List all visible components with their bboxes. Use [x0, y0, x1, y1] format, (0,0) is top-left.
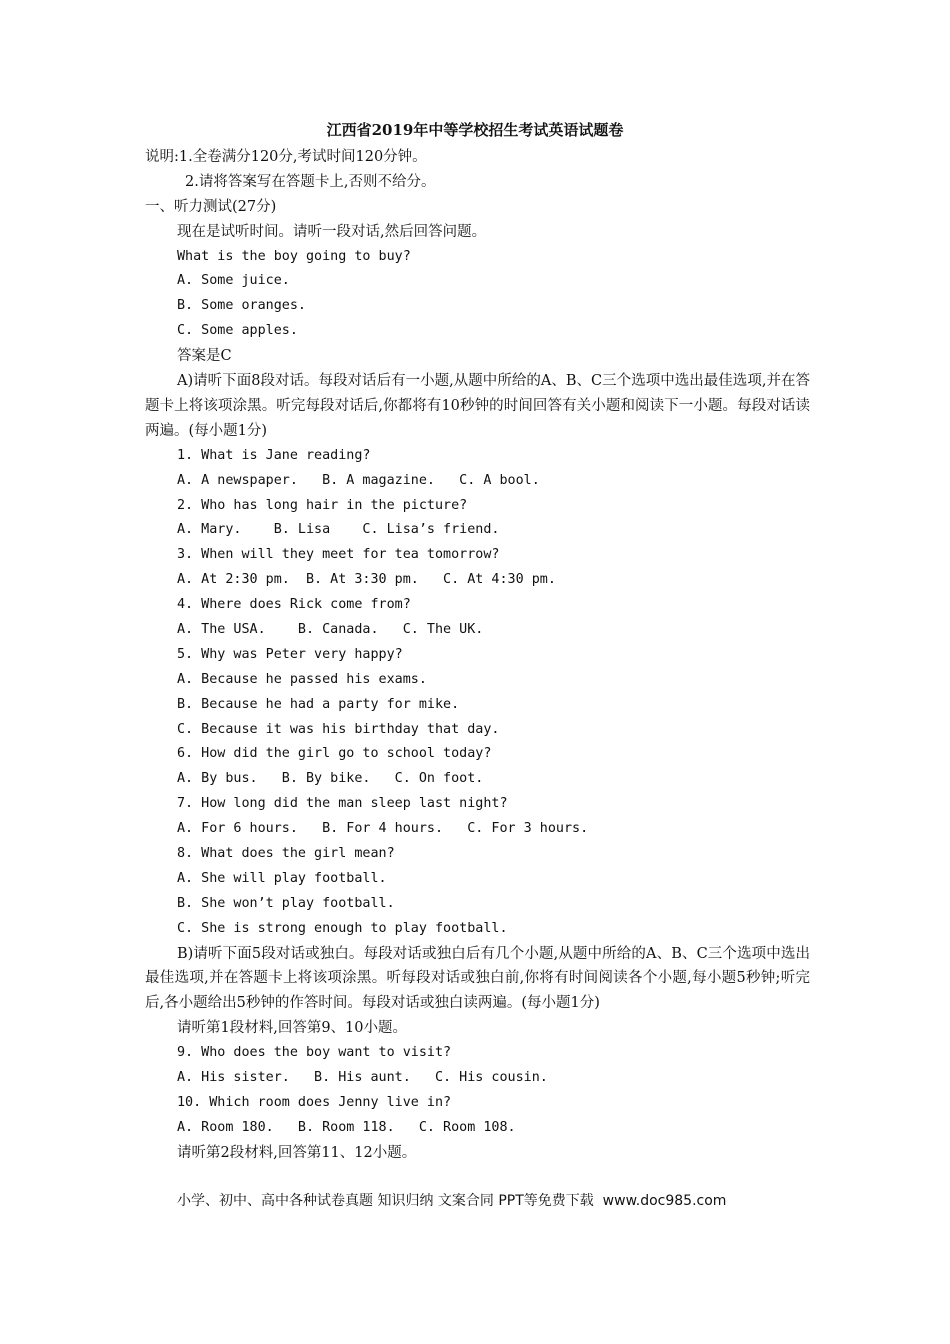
material-label: 请听第2段材料,回答第11、12小题。 — [177, 1144, 417, 1161]
option-line: A. Mary. B. Lisa C. Lisa’s friend. — [177, 522, 500, 538]
option-line: A. She will play football. — [177, 870, 387, 886]
option-line: B. Because he had a party for mike. — [177, 696, 460, 712]
part-b-instructions: B)请听下面5段对话或独白。每段对话或独白后有几个小题,从题中所给的A、B、C三个选项中选出最佳选项,并在答题卡上将该项涂黑。听每段对话或独白前,你将有时间阅读各个小题,每小题5秒钟;听完后,各小题给出5秒钟的作答时间。每段对话或独白读两遍。(每小题1分) — [145, 945, 810, 1012]
example-answer: 答案是C — [177, 348, 232, 365]
material-label: 请听第1段材料,回答第9、10小题。 — [177, 1020, 408, 1037]
part-a-questions — [145, 444, 810, 942]
question-line: 6. How did the girl go to school today? — [177, 746, 492, 762]
footer-banner: 小学、初中、高中各种试卷真题 知识归纳 文案合同 PPT等免费下载 www.doc985.com — [177, 1193, 727, 1209]
question-line: 5. Why was Peter very happy? — [177, 646, 403, 662]
page-title: 江西省2019年中等学校招生考试英语试题卷 — [326, 121, 624, 139]
question-line: 3. When will they meet for tea tomorrow? — [177, 547, 500, 563]
question-line: 4. Where does Rick come from? — [177, 597, 411, 613]
option-line: A. The USA. B. Canada. C. The UK. — [177, 621, 484, 637]
question-line: 1. What is Jane reading? — [177, 447, 371, 463]
option-line: C. She is strong enough to play football. — [177, 920, 508, 936]
question-line: 2. Who has long hair in the picture? — [177, 497, 468, 513]
option-line: A. For 6 hours. B. For 4 hours. C. For 3 hours. — [177, 821, 589, 837]
section-heading: 一、听力测试(27分) — [145, 198, 277, 215]
example-option: A. Some juice. — [177, 273, 290, 289]
option-line: A. Room 180. B. Room 118. C. Room 108. — [177, 1119, 516, 1135]
note-line: 说明:1.全卷满分120分,考试时间120分钟。 — [145, 149, 427, 165]
option-line: C. Because it was his birthday that day. — [177, 721, 500, 737]
example-question: What is the boy going to buy? — [177, 248, 411, 264]
example-option: C. Some apples. — [177, 323, 298, 339]
part-a-instructions: A)请听下面8段对话。每段对话后有一小题,从题中所给的A、B、C三个选项中选出最佳选项,并在答题卡上将该项涂黑。听完每段对话后,你都将有10秒钟的时间回答有关小题和阅读下一小题。每段对话读两遍。(每小题1分) — [145, 373, 810, 439]
option-line: A. A newspaper. B. A magazine. C. A bool. — [177, 472, 540, 488]
example-option: B. Some oranges. — [177, 298, 306, 314]
note-line: 2.请将答案写在答题卡上,否则不给分。 — [185, 173, 436, 190]
example-intro: 现在是试听时间。请听一段对话,然后回答问题。 — [177, 223, 487, 240]
part-b-questions — [145, 1041, 810, 1141]
option-line: A. Because he passed his exams. — [177, 671, 427, 687]
question-line: 9. Who does the boy want to visit? — [177, 1045, 452, 1061]
question-line: 8. What does the girl mean? — [177, 845, 395, 861]
option-line: A. His sister. B. His aunt. C. His cousin. — [177, 1070, 548, 1086]
question-line: 10. Which room does Jenny live in? — [177, 1094, 452, 1110]
option-line: A. By bus. B. By bike. C. On foot. — [177, 771, 484, 787]
document-body — [145, 145, 810, 1166]
option-line: A. At 2:30 pm. B. At 3:30 pm. C. At 4:30 pm. — [177, 572, 556, 588]
question-line: 7. How long did the man sleep last night? — [177, 796, 508, 812]
option-line: B. She won’t play football. — [177, 895, 395, 911]
